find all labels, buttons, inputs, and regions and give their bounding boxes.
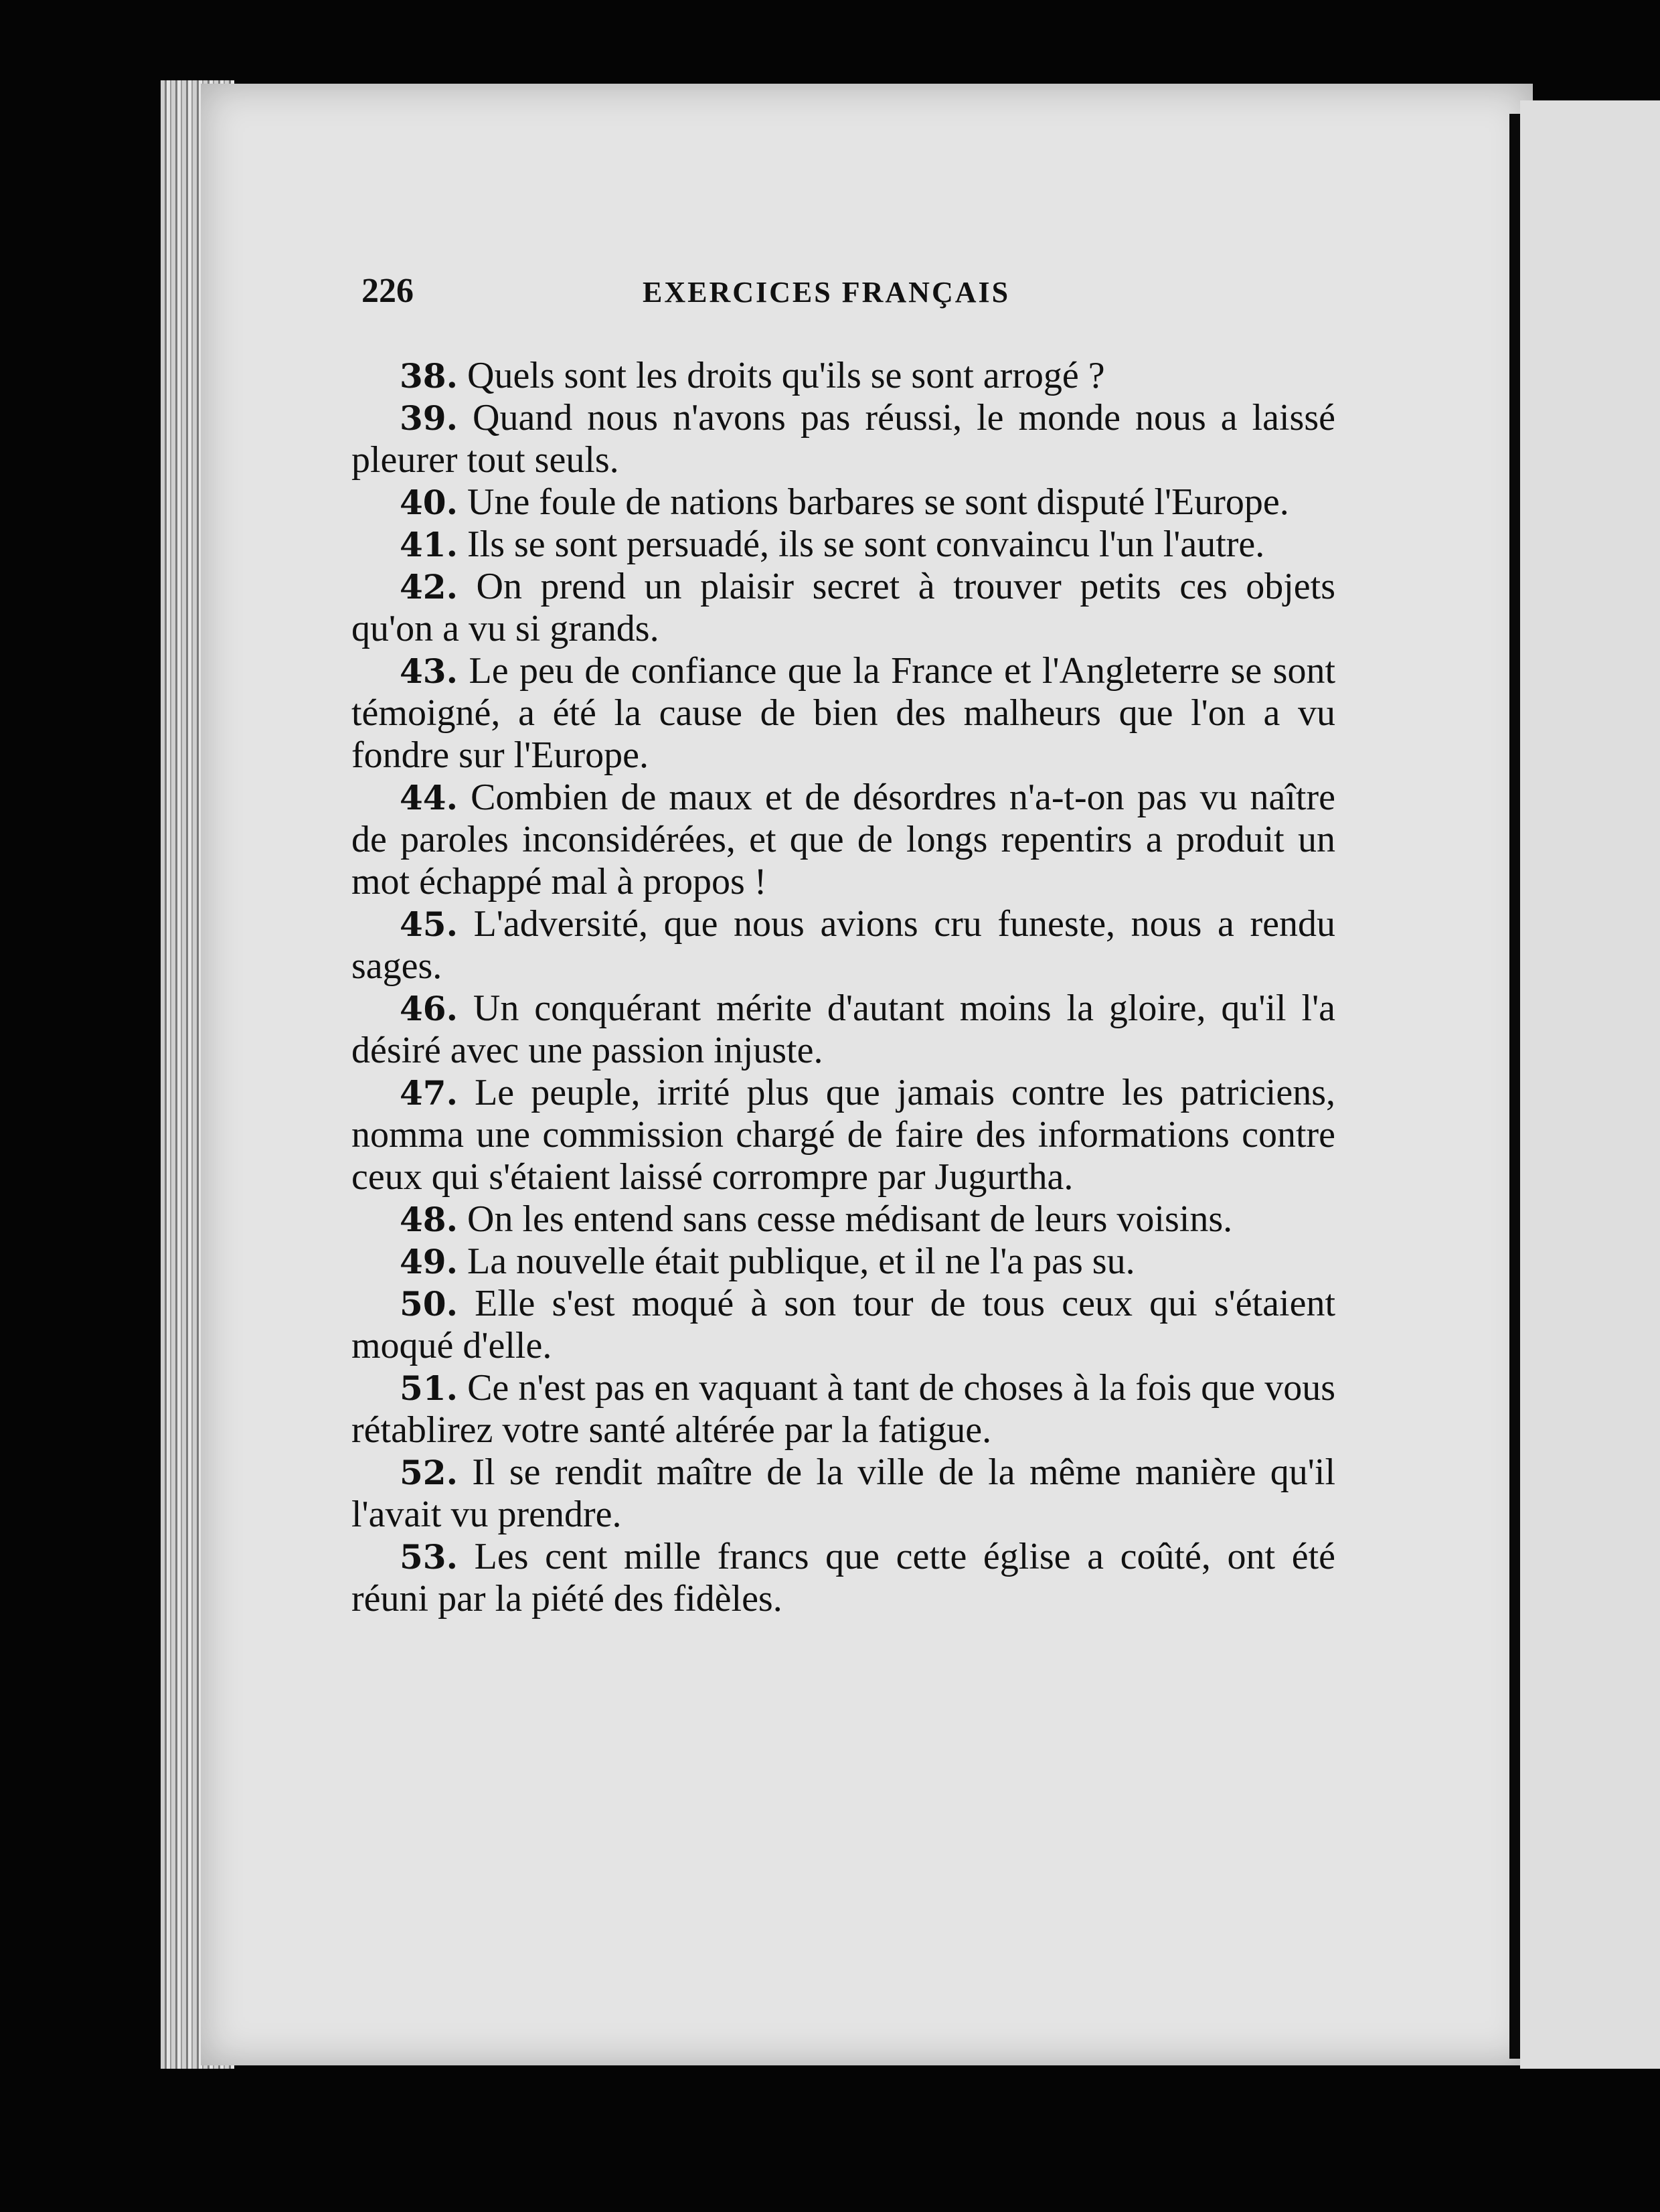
exercise-number: 46. <box>400 989 458 1028</box>
exercise-item <box>351 1198 1335 1241</box>
exercise-item <box>351 1367 1335 1451</box>
exercise-text: Ce n'est pas en vaquant à tant de choses à la fois que vous rétablirez votre santé altérée par la fatigue. <box>351 1367 1335 1451</box>
exercise-item <box>351 481 1335 524</box>
exercise-text: Quels sont les droits qu'ils se sont arrogé ? <box>467 355 1105 396</box>
exercise-number: 40. <box>400 483 458 522</box>
exercise-text: L'adversité, que nous avions cru funeste, nous a rendu sages. <box>351 903 1335 987</box>
facing-page <box>1520 100 1660 2069</box>
exercise-item <box>351 777 1335 903</box>
exercise-number: 39. <box>400 398 458 438</box>
exercise-number: 48. <box>400 1200 458 1239</box>
exercise-text: Ils se sont persuadé, ils se sont convaincu l'un l'autre. <box>467 524 1265 565</box>
exercise-text: Un conquérant mérite d'autant moins la gloire, qu'il l'a désiré avec une passion injuste. <box>351 988 1336 1071</box>
exercise-item <box>351 397 1335 481</box>
exercise-list <box>351 355 1335 1620</box>
exercise-number: 44. <box>400 778 458 817</box>
exercise-text: On les entend sans cesse médisant de leurs voisins. <box>467 1198 1233 1240</box>
exercise-item <box>351 1536 1335 1620</box>
book-gutter <box>1509 114 1520 2059</box>
exercise-text: Il se rendit maître de la ville de la même manière qu'il l'avait vu prendre. <box>351 1451 1336 1535</box>
exercise-number: 51. <box>400 1368 458 1408</box>
exercise-number: 49. <box>400 1242 458 1281</box>
exercise-text: Combien de maux et de désordres n'a-t-on pas vu naître de paroles inconsidérées, et que de longs repentirs a produit un mot échappé mal à propos ! <box>351 777 1335 902</box>
page-number: 226 <box>361 272 414 310</box>
exercise-number: 45. <box>400 904 458 944</box>
exercise-item <box>351 1283 1335 1367</box>
exercise-text: Le peu de confiance que la France et l'Angleterre se sont témoigné, a été la cause de bien des malheurs que l'on a vu fondre sur l'Europe. <box>351 650 1336 776</box>
exercise-item <box>351 566 1335 650</box>
exercise-number: 43. <box>400 651 458 691</box>
exercise-number: 41. <box>400 525 458 564</box>
exercise-text: Une foule de nations barbares se sont disputé l'Europe. <box>467 481 1289 523</box>
page-header <box>361 271 1345 318</box>
exercise-item <box>351 1072 1335 1198</box>
exercise-text: On prend un plaisir secret à trouver petits ces objets qu'on a vu si grands. <box>351 566 1336 649</box>
exercise-number: 38. <box>400 356 458 396</box>
exercise-item <box>351 1451 1335 1536</box>
exercise-item <box>351 650 1335 777</box>
exercise-text: Elle s'est moqué à son tour de tous ceux qui s'étaient moqué d'elle. <box>351 1283 1336 1366</box>
exercise-item <box>351 903 1335 988</box>
exercise-text: La nouvelle était publique, et il ne l'a pas su. <box>467 1241 1135 1282</box>
exercise-text: Le peuple, irrité plus que jamais contre les patriciens, nomma une commission chargé de faire des informations contre ceux qui s'étaient laissé corrompre par Jugurtha. <box>351 1072 1336 1198</box>
exercise-item <box>351 524 1335 566</box>
exercise-number: 50. <box>400 1284 458 1324</box>
exercise-number: 53. <box>400 1537 458 1577</box>
exercise-item <box>351 1241 1335 1283</box>
exercise-number: 42. <box>400 567 458 607</box>
exercise-item <box>351 355 1335 397</box>
exercise-text: Quand nous n'avons pas réussi, le monde nous a laissé pleurer tout seuls. <box>351 397 1336 481</box>
exercise-item <box>351 988 1335 1072</box>
exercise-number: 47. <box>400 1073 458 1113</box>
exercise-number: 52. <box>400 1453 458 1492</box>
exercise-text: Les cent mille francs que cette église a coûté, ont été réuni par la piété des fidèles. <box>351 1536 1335 1620</box>
running-title: EXERCICES FRANÇAIS <box>643 276 1011 309</box>
